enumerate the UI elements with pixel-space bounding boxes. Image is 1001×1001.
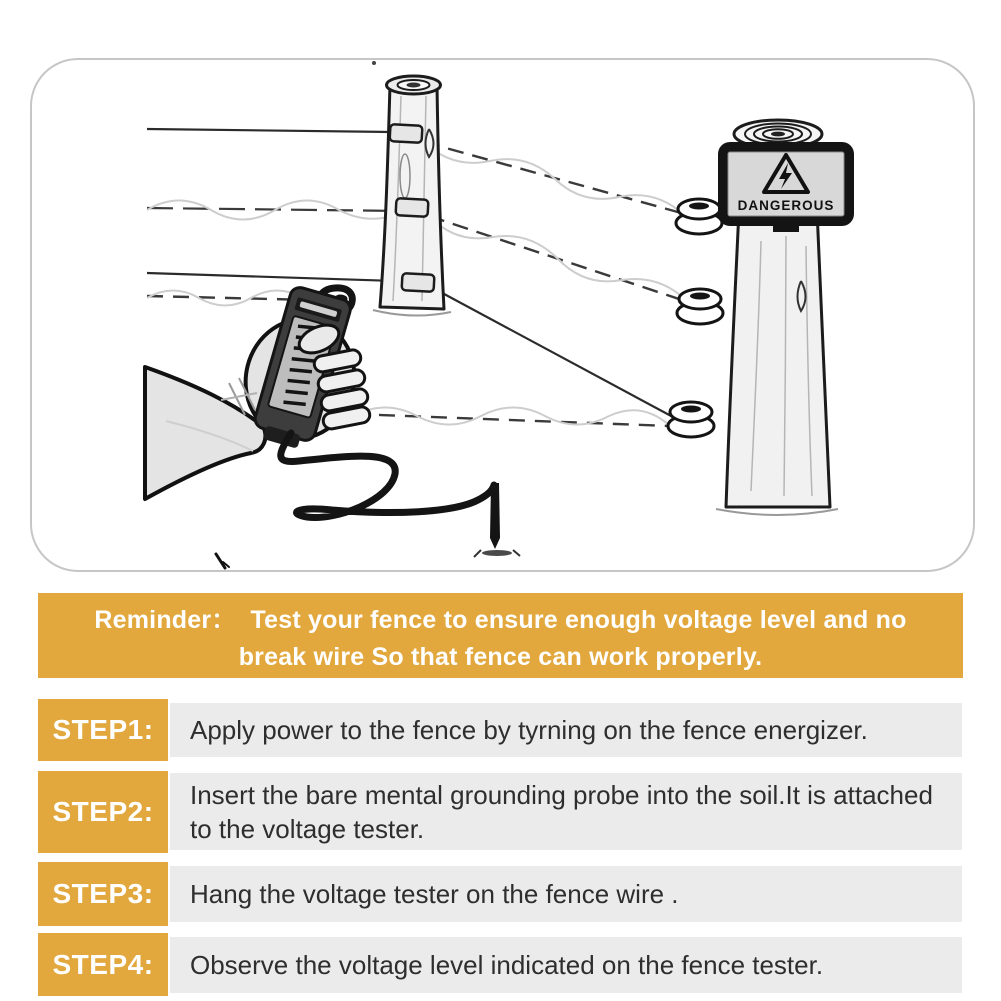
step4-text: Observe the voltage level indicated on the fence tester. xyxy=(170,937,962,993)
step1-text: Apply power to the fence by tyrning on the fence energizer. xyxy=(170,703,962,757)
step1-label: STEP1: xyxy=(38,699,168,761)
fence-insulator xyxy=(676,199,722,234)
ground-cord xyxy=(281,433,494,517)
fence-illustration xyxy=(32,60,973,570)
middle-fence-post xyxy=(372,61,451,316)
step2-label: STEP2: xyxy=(38,771,168,853)
step3-label: STEP3: xyxy=(38,862,168,926)
fence-illustration-panel xyxy=(30,58,975,572)
hand-holding-tester xyxy=(145,285,371,499)
reminder-line-2 xyxy=(239,643,763,672)
danger-sign-label: DANGEROUS xyxy=(737,198,835,213)
grass-mark xyxy=(216,554,229,568)
ground-cord-and-probe xyxy=(281,433,520,557)
reminder-banner xyxy=(38,593,963,678)
ground-probe xyxy=(490,483,500,549)
fence-insulator xyxy=(668,402,714,437)
reminder-label: Reminder： xyxy=(94,605,237,634)
step4-label: STEP4: xyxy=(38,933,168,996)
fence-insulator xyxy=(677,289,723,324)
reminder-text-1: Test your fence to ensure enough voltage level and no xyxy=(250,605,907,634)
reminder-text-2: break wire So that fence can work properly. xyxy=(238,642,763,671)
reminder-line-1 xyxy=(94,600,906,636)
step2-text: Insert the bare mental grounding probe into the soil.It is attached to the voltage tester. xyxy=(170,773,962,850)
danger-sign xyxy=(718,142,854,232)
step3-text: Hang the voltage tester on the fence wire . xyxy=(170,866,962,922)
